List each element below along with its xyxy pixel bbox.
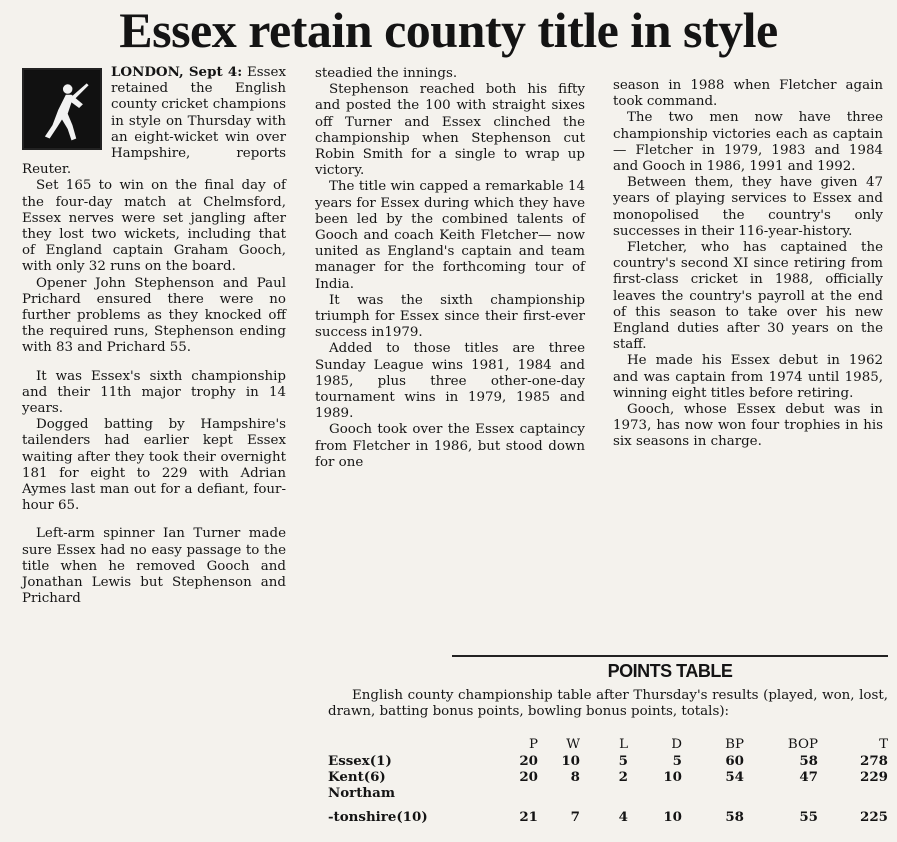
points-table-header: [328, 737, 888, 753]
value-cell: 10: [561, 753, 580, 769]
article-paragraph: Set 165 to win on the final day of the four-day match at Chelmsford, Essex nerves were set jangling after they lost two wickets, including that of England captain Graham Gooch, with only 32 runs on the board.: [22, 178, 286, 275]
team-cell: Kent(6): [328, 769, 386, 785]
table-row: [328, 769, 888, 785]
team-cell: Essex(1): [328, 753, 392, 769]
team-cell: Northam: [328, 785, 395, 801]
article-paragraph: Left-arm spinner Ian Turner made sure Essex had no easy passage to the title when he removed Gooch and Jonathan Lewis but Stephenson and Prichard: [22, 526, 286, 607]
value-cell: 54: [725, 769, 744, 785]
article-paragraph: Added to those titles are three Sunday League wins 1981, 1984 and 1985, plus three other-one-day tournament wins in 1979, 1985 and 1989.: [315, 341, 585, 422]
points-table-intro: English county championship table after Thursday's results (played, won, lost, drawn, batting bonus points, bowling bonus points, totals):: [328, 688, 888, 720]
article-paragraph: The two men now have three championship victories each as captain— Fletcher in 1979, 1983 and 1984 and Gooch in 1986, 1991 and 1992.: [613, 110, 883, 175]
headline: Essex retain county title in style: [119, 2, 778, 58]
value-cell: 10: [663, 809, 682, 825]
article-paragraph: season in 1988 when Fletcher again took command.: [613, 78, 883, 110]
column-header: T: [879, 737, 888, 752]
article-paragraph: Opener John Stephenson and Paul Prichard ensured there were no further problems as they knocked off the required runs, Stephenson ending with 83 and Prichard 55.: [22, 275, 286, 356]
value-cell: 8: [570, 769, 580, 785]
article-column-1: [22, 64, 286, 608]
team-cell: -tonshire(10): [328, 809, 428, 825]
article-paragraph: Fletcher, who has captained the country's second XI since retiring from first-class cricket in 1988, officially leaves the country's payroll at the end of this season to take over his new England duties after 30 years on the staff.: [613, 240, 883, 353]
value-cell: [478, 785, 538, 801]
column-header: BP: [725, 737, 744, 752]
article-paragraph: Stephenson reached both his fifty and posted the 100 with straight sixes off Turner and Essex clinched the championship when Stephenson cut Robin Smith for a single to wrap up victory.: [315, 82, 585, 179]
value-cell: 229: [860, 769, 888, 785]
article-paragraph: Dogged batting by Hampshire's tailenders had earlier kept Essex waiting after they took their overnight 181 for eight to 229 with Adrian Aymes last man out for a defiant, four-hour 65.: [22, 417, 286, 514]
article-paragraph: steadied the innings.: [315, 66, 458, 81]
value-cell: 10: [663, 769, 682, 785]
article-paragraph: It was Essex's sixth championship and their 11th major trophy in 14 years.: [22, 368, 286, 417]
value-cell: 7: [570, 809, 580, 825]
table-rule: [452, 655, 888, 657]
value-cell: [628, 785, 682, 801]
value-cell: 47: [799, 769, 818, 785]
column-header: [328, 737, 478, 753]
value-cell: [682, 785, 744, 801]
column-header: P: [528, 737, 538, 752]
value-cell: [744, 785, 818, 801]
column-header: D: [671, 737, 682, 752]
value-cell: 278: [860, 753, 888, 769]
article-paragraph: Between them, they have given 47 years of playing services to Essex and monopolised the country's only successes in their 116-year-history.: [613, 175, 883, 239]
cricketer-silhouette-icon: [22, 68, 102, 150]
article-paragraph: Gooch, whose Essex debut was in 1973, has now won four trophies in his six seasons in charge.: [613, 402, 883, 450]
value-cell: 20: [519, 769, 538, 785]
value-cell: [818, 785, 888, 801]
article-paragraph: The title win capped a remarkable 14 years for Essex during which they have been led by the combined talents of Gooch and coach Keith Fletcher— now united as England's captain and team manager for the forthcoming tour of India.: [315, 179, 585, 292]
value-cell: 58: [725, 809, 744, 825]
value-cell: [580, 785, 628, 801]
article-paragraph: Gooch took over the Essex captaincy from Fletcher in 1986, but stood down for one: [315, 422, 585, 470]
table-row: [328, 785, 888, 801]
points-table-title: POINTS TABLE: [607, 661, 733, 681]
dateline: LONDON, Sept 4:: [111, 64, 243, 80]
value-cell: 225: [860, 809, 888, 825]
column-header: L: [619, 737, 628, 752]
column-header: W: [566, 737, 580, 752]
column-header: BOP: [787, 737, 818, 752]
value-cell: 21: [519, 809, 538, 825]
points-table: [328, 737, 888, 825]
value-cell: 58: [799, 753, 818, 769]
value-cell: 20: [519, 753, 538, 769]
value-cell: 5: [672, 753, 682, 769]
lead-paragraph: Essex retained the English county cricket champions in style on Thursday with an eight-wicket win over Hampshire, reports Reuter.: [22, 65, 286, 178]
table-row: [328, 809, 888, 825]
article-column-2: [315, 66, 585, 471]
article-paragraph: It was the sixth championship triumph for Essex since their first-ever success in1979.: [315, 292, 585, 341]
value-cell: [538, 785, 580, 801]
value-cell: 5: [618, 753, 628, 769]
article-paragraph: He made his Essex debut in 1962 and was captain from 1974 until 1985, winning eight titles before retiring.: [613, 353, 883, 401]
table-row: [328, 753, 888, 769]
table-spacer-row: [328, 801, 888, 809]
value-cell: 2: [618, 769, 628, 785]
article-column-3: [613, 78, 883, 451]
value-cell: 55: [799, 809, 818, 825]
value-cell: 4: [618, 809, 628, 825]
value-cell: 60: [725, 753, 744, 769]
